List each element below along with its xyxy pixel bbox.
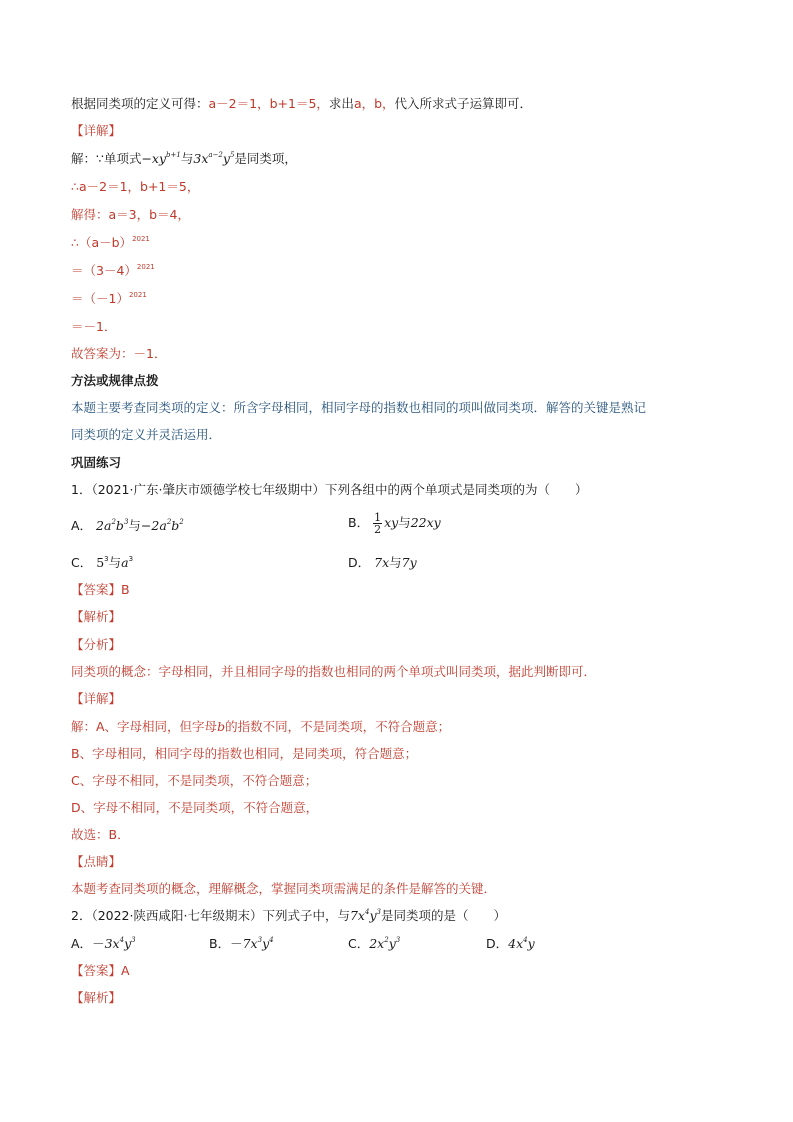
method-text-1: 本题主要考查同类项的定义：所含字母相同，相同字母的指数也相同的项叫做同类项．解答的关键是熟记 bbox=[71, 400, 647, 415]
q1-concept: 同类项的概念：字母相同，并且相同字母的指数也相同的两个单项式叫同类项，据此判断即可． bbox=[71, 664, 597, 679]
calc-line-1: $\therefore(a-b)^{2021}$ bbox=[71, 235, 150, 250]
practice-heading: 巩固练习 bbox=[71, 455, 122, 470]
sol-and: 与 bbox=[180, 151, 194, 166]
q1-analysis: 【解析】 bbox=[71, 609, 122, 624]
solve-line: 解得：a＝3，b＝4， bbox=[71, 207, 191, 222]
sol-suffix: 是同类项， bbox=[234, 151, 297, 166]
q1-option-b-fraction: $\frac{1}{2}$ bbox=[374, 511, 382, 536]
intro-suffix: 代入所求式子运算即可． bbox=[394, 96, 533, 111]
q1-answer: 【答案】B bbox=[71, 582, 130, 597]
q1-detail: 【详解】 bbox=[71, 691, 122, 706]
intro-mid: 求出 bbox=[328, 96, 354, 111]
intro-prefix: 根据同类项的定义可得： bbox=[71, 96, 209, 111]
method-text-2: 同类项的定义并灵活运用． bbox=[71, 427, 222, 442]
q1-option-b-label: B． bbox=[348, 515, 370, 530]
q2-analysis: 【解析】 bbox=[71, 990, 122, 1005]
solution-premise bbox=[71, 150, 297, 168]
q1-sol-d: D、字母不相同，不是同类项，不符合题意， bbox=[71, 800, 319, 815]
q1-option-d: D． 7x与7y bbox=[348, 555, 417, 570]
q2-option-b: B．$-7x^3y^4$ bbox=[209, 936, 274, 951]
calc-line-4: ＝－1． bbox=[71, 319, 117, 334]
q2-option-a: A．$-3x^4y^3$ bbox=[71, 936, 136, 951]
q2-stem: 2．（2022·陕西咸阳·七年级期末）下列式子中，与$7x^4y^3$是同类项的是（ ） bbox=[71, 908, 506, 923]
q1-option-b: B． $\frac{1}{2}$ xy与22xy bbox=[348, 511, 441, 536]
answer-line: 故答案为：－1． bbox=[71, 346, 167, 361]
q2-option-d: D．$4x^4y$ bbox=[486, 936, 535, 951]
calc-line-2: $=(3-4)^{2021}$ bbox=[71, 263, 155, 278]
q1-option-c-label: C． bbox=[71, 555, 93, 570]
q2-option-c: C．$2x^2y^3$ bbox=[348, 936, 401, 951]
detail-heading-1: 【详解】 bbox=[71, 123, 122, 138]
sol-term1: $-xy^{b+1}$ bbox=[141, 151, 181, 166]
sol-prefix: 解：∵单项式 bbox=[71, 151, 142, 166]
q1-option-c: C． $5^3$与$a^3$ bbox=[71, 555, 134, 570]
q1-option-a-label: A． bbox=[71, 518, 93, 533]
q1-sol-b: B、字母相同，相同字母的指数也相同，是同类项，符合题意； bbox=[71, 746, 418, 761]
q1-dianjing: 【点睛】 bbox=[71, 854, 122, 869]
sol-term2: $3x^{a-2}y^5$ bbox=[193, 151, 235, 166]
method-heading: 方法或规律点拨 bbox=[71, 373, 159, 388]
intro-line bbox=[71, 95, 532, 113]
q1-stem: 1．（2021·广东·肇庆市颂德学校七年级期中）下列各组中的两个单项式是同类项的为（ ） bbox=[71, 482, 588, 497]
q1-option-a: A． $2a^2b^3$与$-2a^2b^2$ bbox=[71, 518, 184, 533]
q1-sol-c: C、字母不相同，不是同类项，不符合题意； bbox=[71, 773, 318, 788]
intro-eq2: b+1＝5， bbox=[269, 96, 329, 111]
q1-option-a-expr: $2a^2b^3$ bbox=[96, 518, 129, 533]
q1-summary: 本题考查同类项的概念，理解概念，掌握同类项需满足的条件是解答的关键． bbox=[71, 881, 497, 896]
q2-answer: 【答案】A bbox=[71, 963, 130, 978]
calc-line-3: $=(-1)^{2021}$ bbox=[71, 291, 147, 306]
therefore-line: ∴a－2＝1，b+1＝5， bbox=[71, 179, 200, 194]
q1-fenxi: 【分析】 bbox=[71, 637, 122, 652]
q1-choose: 故选：B． bbox=[71, 827, 130, 842]
q1-sol-a: 解：A、字母相同，但字母b的指数不同，不是同类项，不符合题意； bbox=[71, 719, 451, 734]
intro-eq1: a－2＝1， bbox=[208, 96, 270, 111]
intro-vars: a，b， bbox=[353, 96, 395, 111]
q1-option-d-label: D． bbox=[348, 555, 371, 570]
